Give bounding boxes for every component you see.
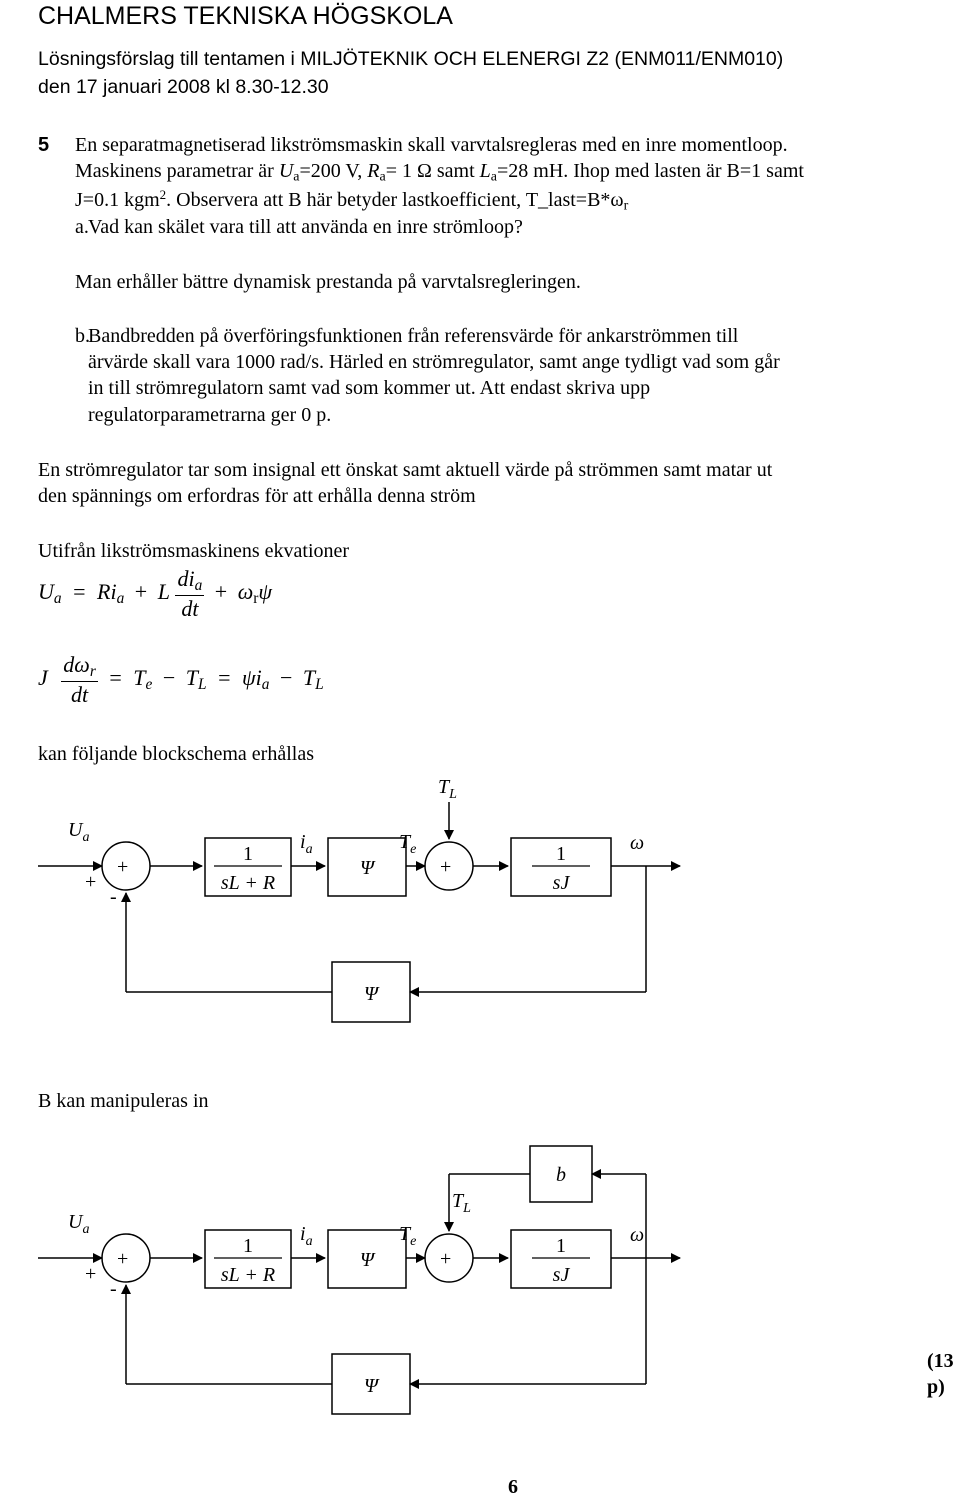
label-minus: - bbox=[110, 886, 117, 908]
label-plus: + bbox=[440, 1248, 452, 1270]
points-label: (13 p) bbox=[927, 1350, 954, 1398]
label-ia: $i_a$ bbox=[300, 1223, 313, 1249]
label-te: $T_e$ bbox=[399, 831, 417, 857]
label-b: b bbox=[556, 1164, 566, 1186]
solution-equations-intro: Utifrån likströmsmaskinens ekvationer bbox=[38, 540, 350, 562]
equation-armature-voltage: $U_a = Ri_a + L$ $\frac{di_a}{dt}$ + $\omega_r\psi$ bbox=[38, 566, 273, 621]
question-b-label: b. bbox=[75, 325, 90, 347]
question-b-line1: Bandbredden på överföringsfunktionen från referensvärde för ankarströmmen till bbox=[88, 325, 739, 347]
label-tl: $T_L$ bbox=[438, 776, 457, 802]
equation-mechanical: J $\frac{d\omega_r}{dt}$ = $T_e - T_L = \psi i_a - T_L$ bbox=[38, 652, 324, 707]
b-manipulation-text: B kan manipuleras in bbox=[38, 1090, 209, 1112]
problem-intro-line2: Maskinens parametrar är $U_a=200$ V, $R_a= 1$ Ω samt $L_a=28$ mH. Ihop med lasten är B=1 samt bbox=[75, 160, 804, 185]
label-omega: ω bbox=[630, 1224, 645, 1246]
problem-intro-line1: En separatmagnetiserad likströmsmaskin skall varvtalsregleras med en inre momentloop. bbox=[75, 134, 788, 156]
question-a-answer: Man erhåller bättre dynamisk prestanda på varvtalsregleringen. bbox=[75, 271, 581, 293]
label-minus: - bbox=[110, 1278, 117, 1300]
problem-intro-line3: J=0.1 kgm$^2$. Observera att B här betyder lastkoefficient, $T\_last=B*\omega_r$ bbox=[75, 187, 629, 214]
solution-paragraph-line1: En strömregulator tar som insignal ett önskat samt aktuell värde på strömmen samt matar ut bbox=[38, 459, 773, 481]
block-electrical-num: 1 bbox=[243, 843, 253, 865]
block-electrical-num: 1 bbox=[243, 1235, 253, 1257]
question-a-text: Vad kan skälet vara till att använda en inre strömloop? bbox=[88, 216, 523, 238]
label-ua: $U_a$ bbox=[68, 819, 90, 845]
block-diagram-2 bbox=[0, 1140, 960, 1425]
label-plus: + bbox=[117, 1248, 129, 1270]
solution-paragraph-line2: den spännings om erfordras för att erhålla denna ström bbox=[38, 485, 476, 507]
header-exam-title: Lösningsförslag till tentamen i MILJÖTEKNIK OCH ELENERGI Z2 (ENM011/ENM010) bbox=[38, 48, 784, 70]
label-tl: $T_L$ bbox=[452, 1190, 471, 1216]
label-psi: Ψ bbox=[363, 983, 379, 1005]
question-b-line3: in till strömregulatorn samt vad som kommer ut. Att endast skriva upp bbox=[88, 377, 651, 399]
block-electrical-den: sL + R bbox=[220, 1264, 276, 1286]
label-plus: + bbox=[85, 871, 97, 893]
label-ia: $i_a$ bbox=[300, 831, 313, 857]
label-ua: $U_a$ bbox=[68, 1211, 90, 1237]
label-omega: ω bbox=[630, 832, 645, 854]
label-plus: + bbox=[440, 856, 452, 878]
block-mechanical-den: sJ bbox=[552, 872, 570, 894]
page-number: 6 bbox=[508, 1476, 518, 1498]
label-plus: + bbox=[117, 856, 129, 878]
block-mechanical-num: 1 bbox=[556, 1235, 566, 1257]
question-b-line4: regulatorparametrarna ger 0 p. bbox=[88, 404, 332, 426]
header-date: den 17 januari 2008 kl 8.30-12.30 bbox=[38, 76, 329, 98]
label-psi: Ψ bbox=[359, 857, 375, 879]
question-b-line2: ärvärde skall vara 1000 rad/s. Härled en strömregulator, samt ange tydligt vad som går bbox=[88, 351, 780, 373]
block-diagram-1 bbox=[0, 765, 960, 1045]
block-mechanical-den: sJ bbox=[552, 1264, 570, 1286]
label-psi: Ψ bbox=[363, 1375, 379, 1397]
problem-number: 5 bbox=[38, 134, 50, 156]
block-electrical-den: sL + R bbox=[220, 872, 276, 894]
header-school: CHALMERS TEKNISKA HÖGSKOLA bbox=[38, 2, 453, 30]
label-te: $T_e$ bbox=[399, 1223, 417, 1249]
block-mechanical-num: 1 bbox=[556, 843, 566, 865]
label-psi: Ψ bbox=[359, 1249, 375, 1271]
question-a-label: a. bbox=[75, 216, 89, 238]
block-diagram-intro: kan följande blockschema erhållas bbox=[38, 743, 314, 765]
label-plus: + bbox=[85, 1263, 97, 1285]
